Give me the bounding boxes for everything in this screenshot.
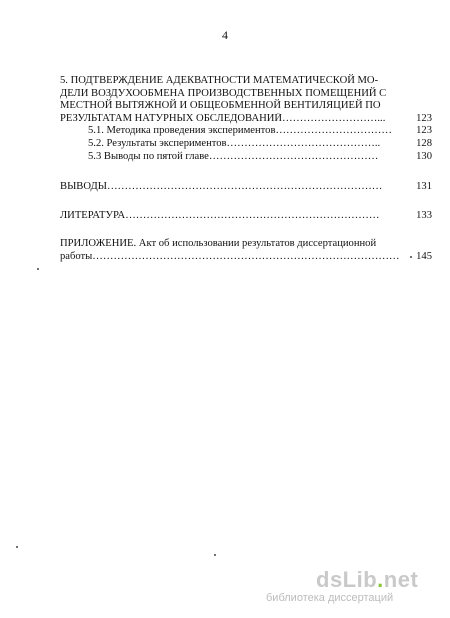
- watermark-brand: [316, 568, 446, 592]
- appendix-line-2: работы……………………………………………………………………………: [60, 250, 400, 262]
- chapter-5-title-line-1: 5. ПОДТВЕРЖДЕНИЕ АДЕКВАТНОСТИ МАТЕМАТИЧЕСКОЙ МО-: [60, 75, 379, 86]
- watermark-tagline: библиотека диссертаций: [266, 592, 394, 604]
- appendix-line-1: ПРИЛОЖЕНИЕ. Акт об использовании результатов диссертационной: [60, 238, 377, 250]
- toc-entry-literature[interactable]: [60, 210, 432, 223]
- section-5-3-page-number: 130: [416, 150, 432, 162]
- conclusions-page-number: 131: [416, 181, 432, 193]
- chapter-5-page-number: 123: [416, 112, 432, 124]
- watermark-brand-main: dsLib: [316, 567, 378, 592]
- watermark-brand-dot: .: [377, 567, 384, 592]
- section-5-3-label: 5.3 Выводы по пятой главе…………………………………………: [88, 150, 379, 162]
- toc-entry-section-5-1[interactable]: [60, 125, 432, 138]
- section-5-2-page-number: 128: [416, 137, 432, 149]
- literature-page-number: 133: [416, 209, 432, 221]
- chapter-5-title-line-4: РЕЗУЛЬТАТАМ НАТУРНЫХ ОБСЛЕДОВАНИЙ………………………...: [60, 112, 386, 124]
- chapter-5-title-line-2: ДЕЛИ ВОЗДУХООБМЕНА ПРОИЗВОДСТВЕННЫХ ПОМЕЩЕНИЙ С: [60, 87, 387, 99]
- section-5-2-label: 5.2. Результаты экспериментов……………………………………..: [88, 137, 381, 149]
- scan-speck: [410, 256, 412, 258]
- appendix-page-number: 145: [416, 250, 432, 262]
- page-number: 4: [222, 28, 228, 42]
- dslib-watermark: [266, 567, 446, 605]
- table-of-contents: [60, 75, 432, 264]
- scan-speck: [16, 546, 18, 548]
- toc-entry-chapter-5[interactable]: [60, 75, 432, 125]
- toc-entry-section-5-2[interactable]: [60, 138, 432, 151]
- scan-speck: [214, 554, 216, 556]
- toc-entry-appendix[interactable]: [60, 238, 432, 263]
- section-5-1-page-number: 123: [416, 125, 432, 137]
- toc-entry-section-5-3[interactable]: [60, 151, 432, 164]
- toc-entry-conclusions[interactable]: [60, 181, 432, 194]
- section-5-1-label: 5.1. Методика проведения экспериментов……………………………: [88, 125, 392, 137]
- watermark-brand-tld: net: [383, 567, 419, 592]
- scan-speck: [37, 268, 39, 270]
- conclusions-label: ВЫВОДЫ……………………………………………………………………: [60, 181, 383, 193]
- literature-label: ЛИТЕРАТУРА………………………………………………………………: [60, 209, 380, 221]
- chapter-5-title-line-3: МЕСТНОЙ ВЫТЯЖНОЙ И ОБЩЕОБМЕННОЙ ВЕНТИЛЯЦИЕЙ ПО: [60, 100, 381, 112]
